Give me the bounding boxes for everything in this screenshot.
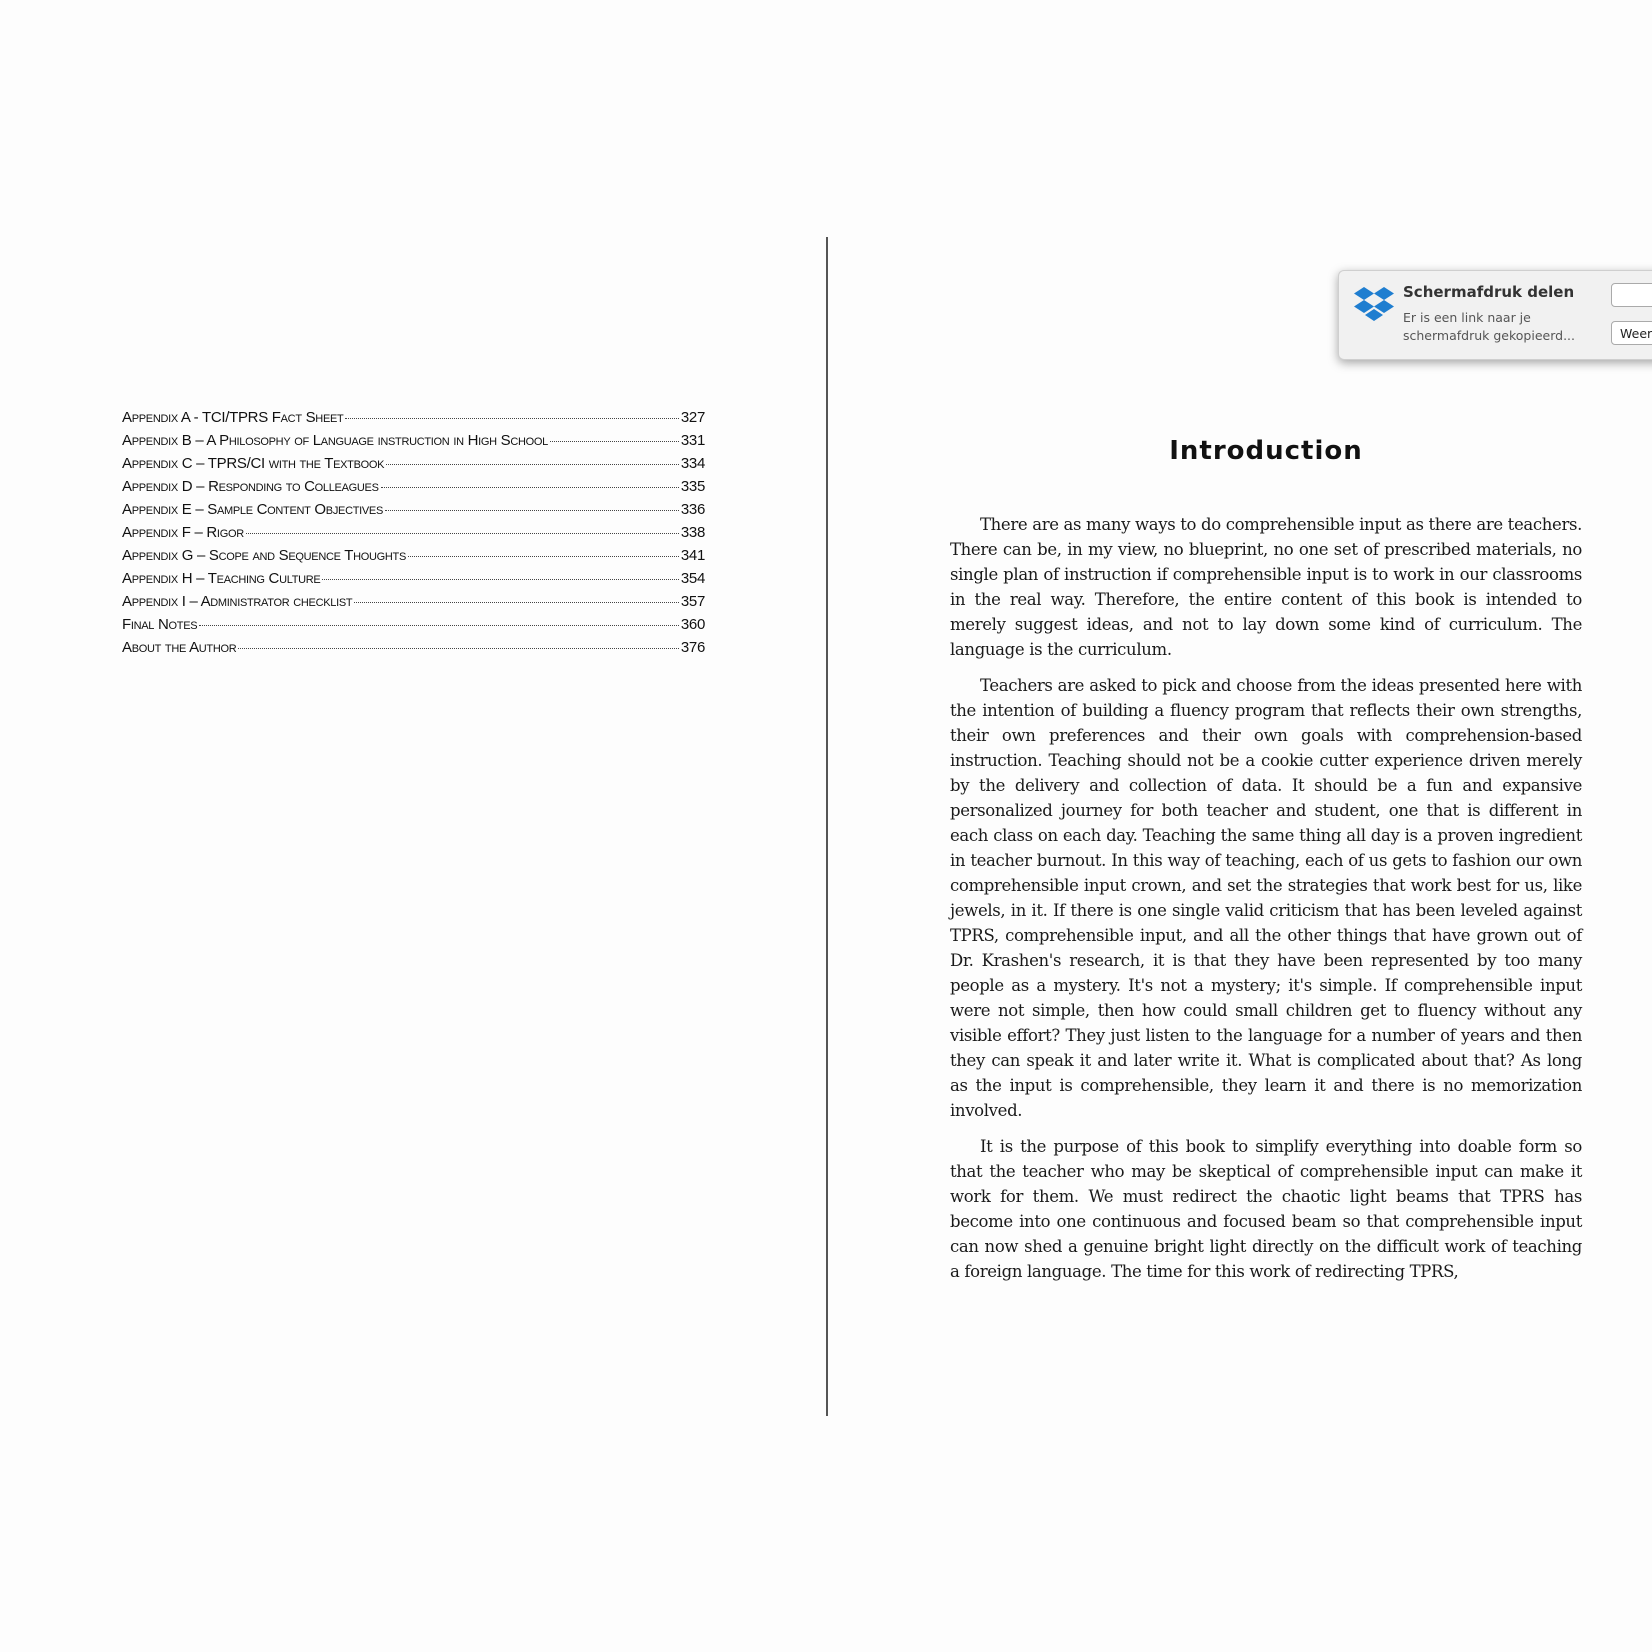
toc-entry-title: Appendix G – Scope and Sequence Thoughts <box>122 547 407 564</box>
toc-entry[interactable] <box>122 524 705 547</box>
toc-leader-dots <box>238 648 678 649</box>
toc-entry[interactable] <box>122 501 705 524</box>
dropbox-notification[interactable] <box>1338 270 1652 360</box>
toc-leader-dots <box>408 556 679 557</box>
paragraph: There are as many ways to do comprehensible input as there are teachers. There can be, in my view, no blueprint, no one set of prescribed materials, no single plan of instruction if comprehensible input is to work in our classrooms in the real way. Therefore, the entire content of this book is intended to merely suggest ideas, and not to lay down some kind of curriculum. The language is the curriculum. <box>950 515 1582 659</box>
toc-entry-title: Appendix A - TCI/TPRS Fact Sheet <box>122 409 344 426</box>
toc-entry[interactable] <box>122 455 705 478</box>
chapter-body <box>950 512 1582 1295</box>
toc-entry-page: 341 <box>680 547 705 564</box>
toc-entry-page: 336 <box>680 501 705 518</box>
toc-entry[interactable] <box>122 547 705 570</box>
chapter-title: Introduction <box>1169 436 1363 466</box>
notification-dismiss-button[interactable]: Weer <box>1611 321 1652 345</box>
dropbox-icon <box>1353 285 1395 325</box>
toc-entry[interactable] <box>122 409 705 432</box>
page-divider <box>826 237 828 1416</box>
toc-entry-title: Appendix C – TPRS/CI with the Textbook <box>122 455 385 472</box>
paragraph: Teachers are asked to pick and choose from the ideas presented here with the intention of building a fluency program that reflects their own strengths, their own preferences and their own goals with comprehension-based instruction. Teaching should not be a cookie cutter experience driven merely by the delivery and collection of data. It should be a fun and expansive personalized journey for both teacher and student, one that is different in each class on each day. Teaching the same thing all day is a proven ingredient in teacher burnout. In this way of teaching, each of us gets to fashion our own comprehensible input crown, and set the strategies that work best for us, like jewels, in it. If there is one single valid criticism that has been leveled against TPRS, comprehensible input, and all the other things that have grown out of Dr. Krashen's research, it is that they have been represented by too many people as a mystery. It's not a mystery; it's simple. If comprehensible input were not simple, then how could small children get to fluency without any visible effort? They just listen to the language for a number of years and then they can speak it and later write it. What is complicated about that? As long as the input is comprehensible, they learn it and there is no memorization involved. <box>950 676 1582 1120</box>
toc-entry-page: 338 <box>680 524 705 541</box>
toc-leader-dots <box>381 487 679 488</box>
toc-entry[interactable] <box>122 570 705 593</box>
toc-entry-page: 331 <box>680 432 705 449</box>
toc-entry-page: 354 <box>680 570 705 587</box>
toc-leader-dots <box>385 510 679 511</box>
toc-entry[interactable] <box>122 432 705 455</box>
toc-entry-title: Appendix D – Responding to Colleagues <box>122 478 379 495</box>
toc-leader-dots <box>345 418 678 419</box>
toc-entry[interactable] <box>122 478 705 501</box>
toc-entry-page: 335 <box>680 478 705 495</box>
toc-entry[interactable] <box>122 593 705 616</box>
toc-leader-dots <box>322 579 678 580</box>
toc-entry-title: Appendix H – Teaching Culture <box>122 570 321 587</box>
toc-leader-dots <box>246 533 679 534</box>
toc-entry-page: 360 <box>680 616 705 633</box>
toc-entry-title: Appendix E – Sample Content Objectives <box>122 501 384 518</box>
toc-entry-page: 357 <box>680 593 705 610</box>
toc-entry-title: About the Author <box>122 639 237 656</box>
notification-message: Er is een link naar je schermafdruk gekopieerd... <box>1403 310 1575 343</box>
toc-entry-page: 327 <box>680 409 705 426</box>
notification-title: Schermafdruk delen <box>1403 283 1575 301</box>
paragraph: It is the purpose of this book to simplify everything into doable form so that the teacher who may be skeptical of comprehensible input can make it work for them. We must redirect the chaotic light beams that TPRS has become into one continuous and focused beam so that comprehensible input can now shed a genuine bright light directly on the difficult work of teaching a foreign language. The time for this work of redirecting TPRS, <box>950 1137 1582 1281</box>
toc-entry-title: Final Notes <box>122 616 198 633</box>
toc-entry-page: 376 <box>680 639 705 656</box>
toc-leader-dots <box>550 441 679 442</box>
toc-leader-dots <box>199 625 679 626</box>
table-of-contents <box>122 409 705 662</box>
toc-entry-title: Appendix F – Rigor <box>122 524 244 541</box>
toc-entry-title: Appendix I – Administrator checklist <box>122 593 353 610</box>
toc-leader-dots <box>386 464 679 465</box>
toc-entry[interactable] <box>122 616 705 639</box>
toc-leader-dots <box>354 602 679 603</box>
toc-entry-title: Appendix B – A Philosophy of Language instruction in High School <box>122 432 548 449</box>
toc-entry[interactable] <box>122 639 705 662</box>
toc-entry-page: 334 <box>680 455 705 472</box>
notification-action-button[interactable] <box>1611 283 1652 307</box>
